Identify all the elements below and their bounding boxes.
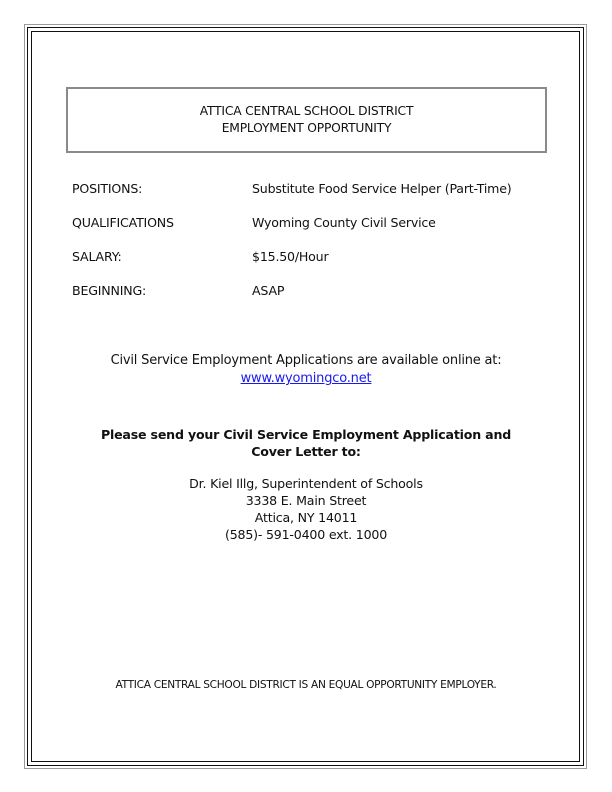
detail-label: QUALIFICATIONS <box>72 215 174 230</box>
send-line-2: Cover Letter to: <box>251 444 361 459</box>
detail-value: Substitute Food Service Helper (Part-Time) <box>252 181 512 196</box>
detail-value: ASAP <box>252 283 285 298</box>
detail-row-qualifications <box>72 215 542 249</box>
send-line-1: Please send your Civil Service Employment Application and <box>100 427 512 442</box>
document-title: EMPLOYMENT OPPORTUNITY <box>221 121 392 135</box>
detail-label: BEGINNING: <box>72 283 147 298</box>
online-application-notice <box>40 352 572 388</box>
detail-label: SALARY: <box>72 249 122 264</box>
detail-value: $15.50/Hour <box>252 249 329 264</box>
wyomingco-link[interactable]: www.wyomingco.net <box>240 371 372 386</box>
address-city: Attica, NY 14011 <box>254 510 358 525</box>
address-name: Dr. Kiel Illg, Superintendent of Schools <box>189 476 423 491</box>
district-name: ATTICA CENTRAL SCHOOL DISTRICT <box>199 104 414 118</box>
online-text: Civil Service Employment Applications are available online at: <box>110 353 502 368</box>
detail-label: POSITIONS: <box>72 181 143 196</box>
send-instructions <box>40 426 572 460</box>
detail-row-beginning <box>72 283 542 317</box>
address-phone: (585)- 591-0400 ext. 1000 <box>224 527 388 542</box>
title-box <box>66 87 547 153</box>
detail-row-positions <box>72 181 542 215</box>
address-street: 3338 E. Main Street <box>245 493 367 508</box>
mailing-address <box>40 475 572 543</box>
detail-row-salary <box>72 249 542 283</box>
detail-value: Wyoming County Civil Service <box>252 215 436 230</box>
equal-opportunity-statement: ATTICA CENTRAL SCHOOL DISTRICT IS AN EQUAL OPPORTUNITY EMPLOYER. <box>115 679 497 691</box>
job-details <box>72 181 542 317</box>
